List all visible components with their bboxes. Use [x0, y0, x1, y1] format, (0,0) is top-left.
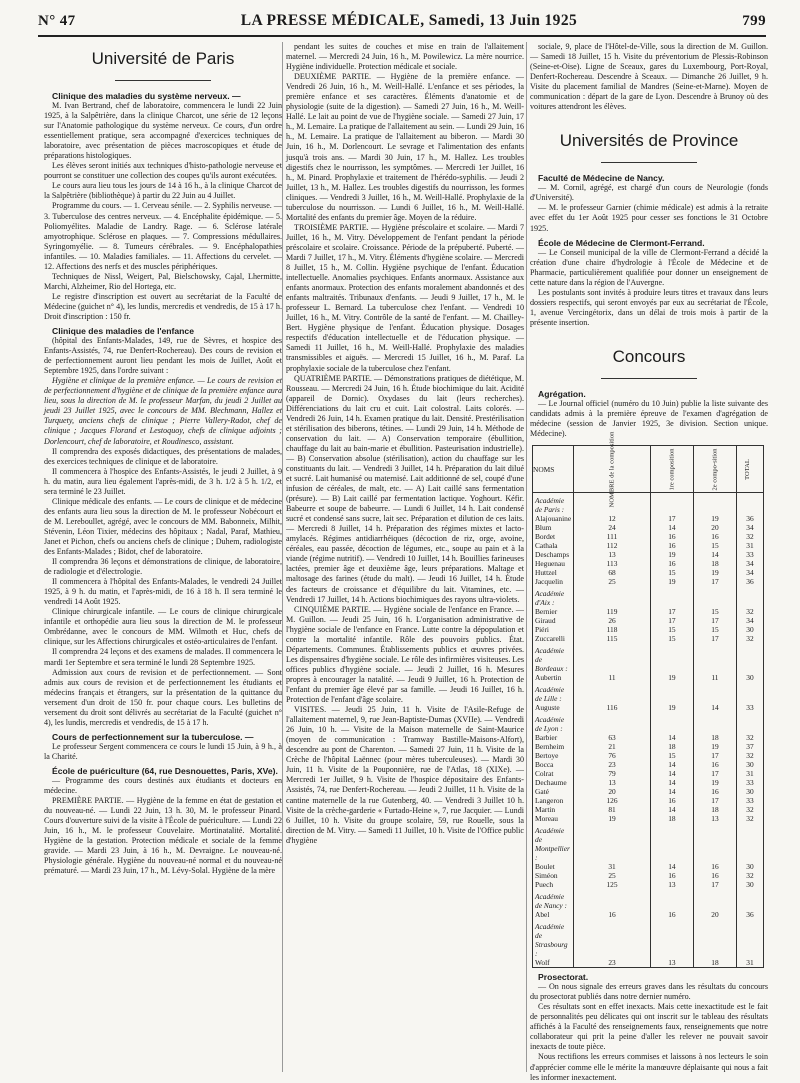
table-row	[533, 523, 764, 532]
score-cell: 14	[650, 769, 693, 778]
paragraph: Le registre d'inscription est ouvert au secrétariat de la Faculté de Médecine (guichet n° 4), les lundis, mercredis et vendredis, de 15 à 17 h. Droit d'inscription : 150 fr.	[44, 291, 282, 321]
paragraph: Programme du cours. — 1. Cerveau sénile. — 2. Syphilis nerveuse. — 3. Tuberculose des centres nerveux. — 4. Encéphalite épidémique. — 5. Poliomyélites. Maladie de Landry. Rage. — 6. Sclérose latérale amyotrophique. Sclérose en plaques. — 7. Compressions médullaires. Syringomyélie. — 8. Tumeurs cérébrales. — 9. Encéphalopathies infantiles. — 10. Maladies familiales. — 11. Affections du cervelet. — 12. Affections des nerfs et des muscles périphériques.	[44, 201, 282, 271]
candidate-name: Zuccarelli	[533, 634, 574, 643]
score-cell: 32	[737, 733, 764, 742]
score-cell: 25	[574, 577, 651, 586]
score-cell: 81	[574, 805, 651, 814]
candidate-name: Langeron	[533, 796, 574, 805]
score-cell: 19	[650, 703, 693, 712]
score-cell: 31	[574, 862, 651, 871]
score-cell: 17	[693, 634, 736, 643]
table-academy-row: Académie de Paris :	[533, 493, 764, 515]
score-cell: 16	[650, 796, 693, 805]
score-cell: 32	[737, 814, 764, 823]
paragraph: Ces résultats sont en effet inexacts. Mais cette inexactitude est le fait de personnalités peu délicates qui ont inscrit sur le tableau des résultats affichés à la Faculté des renseignements faux, renseignements que notre collaborateur qui prit la peine d'aller les relever ne pouvait savoir inexacts de toute pièce.	[530, 1002, 768, 1052]
score-cell: 15	[693, 541, 736, 550]
table-row	[533, 616, 764, 625]
table-row	[533, 796, 764, 805]
score-cell: 30	[737, 673, 764, 682]
results-table	[532, 431, 764, 968]
candidate-name: Gaté	[533, 787, 574, 796]
table-academy-row: Académie de Nancy :	[533, 889, 764, 910]
score-cell: 19	[693, 514, 736, 523]
score-cell: 14	[650, 805, 693, 814]
paragraph: — Programme des cours destinés aux étudiants et docteurs en médecine.	[44, 775, 282, 795]
score-cell: 19	[693, 742, 736, 751]
column-header: NOMS	[533, 446, 574, 493]
subheading-tuberculose: Cours de perfectionnement sur la tuberculose. —	[52, 731, 254, 742]
score-cell: 34	[737, 568, 764, 577]
score-cell: 79	[574, 769, 651, 778]
score-cell: 32	[737, 532, 764, 541]
candidate-name: Huttzel	[533, 568, 574, 577]
score-cell: 17	[650, 607, 693, 616]
candidate-name: Moreau	[533, 814, 574, 823]
score-cell: 14	[693, 703, 736, 712]
table-academy-row: Académie de Montpellier :	[533, 823, 764, 862]
paragraph: CINQUIÈME PARTIE. — Hygiène sociale de l'enfance en France. — M. Guillon. — Jeudi 25 Juin, 16 h. L'organisation administrative de l'hygiène sociale de l'enfance en France. Lutte contre la dépopulation et contre la mortalité infantile. Rôle des pouvoirs publics. État. Départements. Communes. Établissements publics et œuvres privées. Les dispensaires d'hygiène sociale. Le rôle des infirmières visiteuses. Les offices publics d'hygiène sociale. — Jeudi 2 Juillet, 16 h. Mesures propres à encourager la natalité. — Jeudi 9 Juillet, 16 h. Protection de l'enfant du premier âge élevé par sa famille. — Jeudi 16 Juillet, 16 h. Protection de l'enfant d'âge scolaire.	[286, 604, 524, 705]
section-heading-universite-paris: Université de Paris	[91, 49, 235, 68]
table-row	[533, 559, 764, 568]
score-cell: 16	[693, 532, 736, 541]
score-cell: 30	[737, 862, 764, 871]
heading-rule	[115, 80, 210, 81]
table-row	[533, 862, 764, 871]
score-cell: 15	[650, 751, 693, 760]
score-cell: 19	[693, 778, 736, 787]
candidate-name: Deschamps	[533, 550, 574, 559]
score-cell: 17	[693, 796, 736, 805]
paragraph: PREMIÈRE PARTIE. — Hygiène de la femme en état de gestation et du nouveau-né. — Lundi 22 Juin, 13 h. 30, M. le professeur Pinard. Cours d'ouverture suivi de la visite à l'École de puériculture. — Lundi 22 Juin, 16 h., M. le professeur Couvelaire. Mortinatalité. Mortalité. Hygiène de la gestation. Protection médicale et sociale de la femme gravide. — Mardi 23 Juin, à 16 h., M. Devraigne. Le nouveau-né. Physiologie générale. Hygiène du nouveau-né normal et du nouveau-né prématuré. — Mardi 23 Juin, 17 h., M. Lévy-Solal. Hygiène de la mère	[44, 796, 282, 876]
score-cell: 19	[574, 814, 651, 823]
score-cell: 19	[650, 577, 693, 586]
score-cell: 14	[650, 862, 693, 871]
score-cell: 34	[737, 559, 764, 568]
column-header: 1re composition	[650, 446, 693, 493]
paragraph: TROISIÈME PARTIE. — Hygiène préscolaire et scolaire. — Mardi 7 Juillet, 16 h., M. Vitry. Développement de l'enfant pendant la période préscolaire et scolaire. Croissance. Période de la prépuberté. Puberté. — Mardi 7 Juillet, 17 h., M. Vitry. Éléments d'hygiène scolaire. — Mercredi 8 Juillet, 15 h., M. Collin. Hygiène psychique de l'enfant. Éducation intellectuelle. Anomalies psychiques. Enfants anormaux. Assistance aux enfants anormaux. Protection des enfants moralement abandonnés et des enfants maltraités. Tribunaux d'enfants. — Jeudi 9 Juillet, 17 h., M. le professeur L. Bernard. La tuberculose chez l'enfant. — Vendredi 10 Juillet, 16 h., M. Vitry. Contrôle de la santé de l'enfant. — M. Chailley-Bert. Hygiène physique de l'enfant. Éducation physique. Dosages respectifs d'éducation intellectuelle et de l'éducation physique. — Samedi 11 Juillet, 16 h., M. Weill-Hallé. Prophylaxie des maladies transmissibles et aiguës. — Mercredi 15 Juillet, 16 h., M. Paraf. La prophylaxie sociale de la tuberculose chez l'enfant.	[286, 222, 524, 373]
score-cell: 19	[650, 673, 693, 682]
table-row	[533, 958, 764, 968]
paragraph: VISITES. — Jeudi 25 Juin, 11 h. Visite de l'Asile-Refuge de l'allaitement maternel, 9, rue Jean-Baptiste-Dumas (XVIIe). — Vendredi 26 Juin, 10 h. — Visite de la Maison maternelle de Saint-Maurice (moyen de communication : Tramway Bastille-Maisons-Alfort), descendre au pont de Charenton. — Samedi 27 Juin, 11 h. Visite de la Crèche de l'hôpital Laënnec (pour mères tuberculeuses). — Mardi 30 Juin, 11 h. Visite de la Pouponnière, rue de l'Atlas, 18 (XIXe). — Mercredi 1er Juillet, 9 h. Visite de l'hospice dépositaire des Enfants-Assistés, 74, rue Denfert-Rochereau. — Jeudi 2 Juillet, 11 h. Visite de la cantine maternelle de la rue Gutenberg, 40. — Vendredi 3 Juillet 10 h. Visite de la crèche-garderie « Furtado-Heine », 7, rue Jacquier. — Lundi 6 Juillet, 10 h. Visite du groupe scolaire, 59, rue Rouelle, sous la direction de M. Vitry. — Samedi 11 Juillet, 10 h. Visite de l'Office public d'hygiène	[286, 705, 524, 845]
table-academy-row: Académie de Lille :	[533, 682, 764, 703]
score-cell: 24	[574, 523, 651, 532]
score-cell: 36	[737, 577, 764, 586]
score-cell: 13	[574, 778, 651, 787]
table-row	[533, 742, 764, 751]
candidate-name: Abel	[533, 910, 574, 919]
candidate-name: Cathala	[533, 541, 574, 550]
column-left	[44, 42, 282, 1074]
table-row	[533, 760, 764, 769]
heading-rule	[601, 378, 696, 379]
paragraph: — Le Journal officiel (numéro du 10 Juin) publie la liste suivante des candidats admis à la première épreuve de l'examen d'agrégation de médecine (session de Janvier 1925, 3e division. Section unique. Médecine).	[530, 398, 768, 439]
score-cell: 17	[650, 616, 693, 625]
paragraph: QUATRIÈME PARTIE. — Démonstrations pratiques de diététique, M. Rousseau. — Mercredi 24 Juin, 16 h. Étude biochimique du lait. Acidité (appareil de Dornic). Oxydases du lait (leurs recherches). Différenciations du lait cru et cuit. Lait colostral. Laits colorés. — Vendredi 26 Juin, 14 h. Examen pratique du lait. Densité. Prestérilisation et stérilisation des biberons, tétines. — Lundi 29 Juin, 14 h. Méthode de conservation du lait. — A) Conservation temporaire (ébullition, chauffage du lait au bain-marie et ébullition. Pasteurisation industrielle). — B) Conservation absolue (stérilisation), action du chauffage sur les constituants du lait. — Vendredi 3 Juillet, 14 h. Préparation du lait dilué et sucré. Lait humanisé ou maternisé. Lait additionné de sel, coupé d'une infusion de céréales, de malt, etc. — A) Lait caillé sans fermentation (présure). — B) Lait caillé par fermentation lactique. Yoghourt. Kéfir. Babeurre et soupe de babeurre. — Lundi 6 Juillet, 14 h. Lait condensé sucré et condensé sans sucre, lait sec. Préparation et dilution de ces laits. — Mercredi 8 Juillet, 14 h. Préparation des régimes mixtes et lacto-amylacés. Régimes antidiarrhéiques (décoction de riz, orge, avoine, céréales, eau passée, décoction de légumes, etc., soupe au pain et à la viande (régime nutritif). — Vendredi 10 Juillet, 14 h. Bouillies farineuses lactées, premier âge et deuxième âge, leurs préparations. Maltage et maltosage des farines (étude du malt). — Jeudi 16 Juillet, 14 h. Étude des facteurs de croissance et d'équilibre du lait. Vitamines, etc. — Vendredi 17 Juillet, 14 h. Actions biochimiques des rayons ultra-violets.	[286, 373, 524, 604]
table-row	[533, 568, 764, 577]
score-cell: 17	[693, 880, 736, 889]
score-cell: 126	[574, 796, 651, 805]
table-row	[533, 880, 764, 889]
score-cell: 16	[650, 910, 693, 919]
score-cell: 25	[574, 871, 651, 880]
table-row	[533, 607, 764, 616]
paragraph: Techniques de Nissl, Weigert, Pal, Bielschowsky, Cajal, Lhermitte, Marchi, Alzheimer, Rio del Hortega, etc.	[44, 271, 282, 291]
score-cell: 20	[693, 523, 736, 532]
score-cell: 31	[737, 958, 764, 968]
candidate-name: Colrat	[533, 769, 574, 778]
score-cell: 30	[737, 760, 764, 769]
paragraph: Admission aux cours de revision et de perfectionnement. — Sont admis aux cours de revision et de perfectionnement les étudiants et médecins français et étrangers, sur la présentation de la quittance du versement d'un droit de 150 fr. pour chaque cours. Les bulletins de versement du droit sont délivrés au secrétariat de la Faculté (guichet n° 4), les lundis, mercredis et vendredis, de 15 à 17 h.	[44, 667, 282, 727]
section-heading-province: Universités de Province	[559, 131, 739, 151]
score-cell: 16	[574, 910, 651, 919]
score-cell: 14	[650, 733, 693, 742]
candidate-name: Siméon	[533, 871, 574, 880]
column-header: 2e compo-sition	[693, 446, 736, 493]
table-academy-row: Académie de Lyon :	[533, 712, 764, 733]
column-middle	[286, 42, 524, 1074]
score-cell: 115	[574, 634, 651, 643]
subheading-nancy: Faculté de Médecine de Nancy.	[538, 173, 665, 184]
paragraph: Clinique chirurgicale infantile. — Le cours de clinique chirurgicale infantile et orthopédie aura lieu sous la direction de M. le professeur Ombrédanne, avec le concours de MM. Wilmoth et Huc, chefs de clinique, sur les Affections chirurgicales et ostéo-articulaires de l'enfant.	[44, 607, 282, 647]
score-cell: 13	[650, 880, 693, 889]
paragraph: — On nous signale des erreurs graves dans les résultats du concours du prosectorat publiés dans notre dernier numéro.	[530, 982, 768, 1002]
score-cell: 30	[737, 625, 764, 634]
subheading-prosectorat: Prosectorat.	[538, 972, 589, 983]
candidate-name: Martin	[533, 805, 574, 814]
paragraph: Il commencera à l'hospice des Enfants-Assistés, le jeudi 2 Juillet, à 9 h. du matin, aura lieu également l'après-midi, de 3 h. 1/2 à 5 h. 1/2, et sera terminé le 23 Juillet.	[44, 466, 282, 496]
table-row	[533, 814, 764, 823]
score-cell: 32	[737, 805, 764, 814]
score-cell: 31	[737, 541, 764, 550]
paragraph: DEUXIÈME PARTIE. — Hygiène de la première enfance. — Vendredi 26 Juin, 16 h., M. Weill-Hallé. L'enfance et ses périodes, la première enfance et ses caractères. Éléments d'anatomie et de physiologie (suite de la digestion). — Samedi 27 Juin, 16 h., M. Weill-Hallé. Le lait au point de vue de l'hygiène sociale. — Samedi 27 Juin, 17 h., M. Lemaire. La pratique de l'allaitement au sein. — Lundi 29 Juin, 16 h., M. Lemaire. La pratique de l'allaitement au biberon. — Mardi 30 Juin, 16 h., M. Dorlencourt. Le sevrage et l'alimentation des enfants jusqu'à trois ans. — Mardi 30 Juin, 17 h., M. Hallez. Les troubles digestifs chez le nourrisson, les symptômes. — Mercredi 1er Juillet, 16 h., M. Pinard. Prophylaxie et traitement de l'hérédo-syphilis. — Jeudi 2 Juillet, 13 h., M. Hallez. Les troubles digestifs du nourrisson, les formes cliniques. — Vendredi 3 Juillet, 16 h., M. Weill-Hallé. Prophylaxie de la tuberculose du nourrisson. — Lundi 6 Juillet, 16 h., M. Weill-Hallé. Mortalité des enfants du premier âge. Moyen de la réduire.	[286, 72, 524, 222]
column-divider	[526, 42, 527, 1072]
score-cell: 16	[693, 787, 736, 796]
table-row	[533, 910, 764, 919]
paragraph: Nous rectifions les erreurs commises et laissons à nos lecteurs le soin d'apprécier comme elle le mérite la manœuvre déplaisante qui nous a fait les informer inexactement.	[530, 1052, 768, 1082]
score-cell: 23	[574, 958, 651, 968]
candidate-name: Dechaume	[533, 778, 574, 787]
score-cell: 18	[693, 958, 736, 968]
candidate-name: Bertoye	[533, 751, 574, 760]
candidate-name: Piéri	[533, 625, 574, 634]
score-cell: 116	[574, 703, 651, 712]
candidate-name: Bernier	[533, 607, 574, 616]
score-cell: 32	[737, 607, 764, 616]
score-cell: 13	[693, 814, 736, 823]
score-cell: 14	[650, 787, 693, 796]
candidate-name: Wolf	[533, 958, 574, 968]
table-body	[533, 493, 764, 968]
score-cell: 37	[737, 742, 764, 751]
score-cell: 112	[574, 541, 651, 550]
paragraph: Clinique médicale des enfants. — Le cours de clinique et de médecine des enfants aura lieu sous la direction de M. le professeur Nobécourt et de M. Lereboullet, agrégé, avec le concours de MM. Babonneix, Milhit, Stévenin, Léon Tixier, médecins des hôpitaux ; Nadal, Paraf, Mathieu, Janet et Pichon, chefs ou anciens chefs de clinique ; Duhem, radiologiste des Enfants-Malades ; Bidot, chef de laboratoire.	[44, 496, 282, 557]
score-cell: 31	[737, 769, 764, 778]
paragraph: sociale, 9, place de l'Hôtel-de-Ville, sous la direction de M. Guillon. — Samedi 18 Juillet, 15 h. Visite du préventorium de Plessis-Robinson (Seine-et-Oise). Ligne de Sceaux, gares du Luxembourg, Port-Royal, Denfert-Rochereau. Descendre à Sceaux. — Dimanche 26 Juillet, 9 h. Visite du placement familial de Mandres (Seine-et-Marne). Moyen de communication : départ de la gare de Lyon. Descendre à Brunoy où des voitures attendront les élèves.	[530, 42, 768, 112]
score-cell: 15	[693, 625, 736, 634]
score-cell: 14	[650, 778, 693, 787]
candidate-name: Heguenau	[533, 559, 574, 568]
score-cell: 18	[693, 805, 736, 814]
score-cell: 18	[693, 559, 736, 568]
score-cell: 36	[737, 910, 764, 919]
column-divider	[282, 42, 283, 1072]
score-cell: 19	[650, 550, 693, 559]
table-row	[533, 532, 764, 541]
column-right	[530, 42, 768, 1082]
score-cell: 36	[737, 514, 764, 523]
paragraph: — M. Cornil, agrégé, est chargé d'un cours de Neurologie (fonds d'Université).	[530, 183, 768, 203]
score-cell: 23	[574, 760, 651, 769]
score-cell: 17	[693, 616, 736, 625]
table-row	[533, 769, 764, 778]
paragraph: Les élèves seront initiés aux techniques d'histo-pathologie nerveuse et pourront se constituer une collection des coupes qu'ils auront exécutées.	[44, 161, 282, 181]
masthead	[38, 10, 766, 32]
table-academy-row: Académie de Bordeaux :	[533, 643, 764, 673]
table-row	[533, 673, 764, 682]
paragraph: Il comprendra des exposés didactiques, des présentations de malades, des exercices techniques de clinique et de laboratoire.	[44, 446, 282, 466]
table-academy-row: Académie de Strasbourg :	[533, 919, 764, 958]
table-row	[533, 805, 764, 814]
score-cell: 111	[574, 532, 651, 541]
publication-title: LA PRESSE MÉDICALE, Samedi, 13 Juin 1925	[240, 12, 578, 29]
score-cell: 15	[693, 607, 736, 616]
subheading-agregation: Agrégation.	[538, 388, 586, 399]
candidate-name: Puech	[533, 880, 574, 889]
candidate-name: Auguste	[533, 703, 574, 712]
score-cell: 11	[693, 673, 736, 682]
table-row	[533, 733, 764, 742]
score-cell: 20	[693, 910, 736, 919]
column-header: TOTAL	[737, 446, 764, 493]
score-cell: 15	[650, 568, 693, 577]
score-cell: 15	[650, 625, 693, 634]
table-row	[533, 871, 764, 880]
score-cell: 16	[693, 871, 736, 880]
candidate-name: Bernheim	[533, 742, 574, 751]
score-cell: 33	[737, 796, 764, 805]
table-academy-row: Académie d'Aix :	[533, 586, 764, 607]
score-cell: 17	[693, 769, 736, 778]
score-cell: 68	[574, 568, 651, 577]
score-cell: 18	[650, 742, 693, 751]
score-cell: 113	[574, 559, 651, 568]
score-cell: 16	[650, 541, 693, 550]
score-cell: 32	[737, 751, 764, 760]
score-cell: 12	[574, 514, 651, 523]
score-cell: 33	[737, 550, 764, 559]
subheading-systeme-nerveux: Clinique des maladies du système nerveux. —	[52, 91, 241, 101]
table-row	[533, 634, 764, 643]
paragraph: Les postulants sont invités à produire leurs titres et travaux dans leurs dossiers respectifs, qui seront envoyés par eux au secrétariat de l'École, 1, avenue Vercingétorix, dans un délai de trois mois à partir de la présente insertion.	[530, 287, 768, 327]
score-cell: 119	[574, 607, 651, 616]
score-cell: 34	[737, 523, 764, 532]
paragraph: — M. le professeur Garnier (chimie médicale) est admis à la retraite avec effet du 1er Août 1925 pour cesser ses fonctions le 31 Octobre 1925.	[530, 203, 768, 233]
table-row	[533, 550, 764, 559]
candidate-name: Bocca	[533, 760, 574, 769]
score-cell: 16	[650, 532, 693, 541]
heading-rule	[601, 162, 696, 163]
candidate-name: Blum	[533, 523, 574, 532]
subheading-clermont: École de Médecine de Clermont-Ferrand.	[538, 237, 705, 248]
score-cell: 17	[650, 514, 693, 523]
score-cell: 17	[693, 577, 736, 586]
table-row	[533, 541, 764, 550]
table-row	[533, 577, 764, 586]
header-rule	[38, 35, 766, 37]
score-cell: 16	[693, 760, 736, 769]
score-cell: 32	[737, 871, 764, 880]
score-cell: 26	[574, 616, 651, 625]
paragraph: Le professeur Sergent commencera ce cours le lundi 15 Juin, à 9 h., à la Charité.	[44, 741, 282, 761]
score-cell: 18	[650, 814, 693, 823]
table-row	[533, 703, 764, 712]
score-cell: 11	[574, 673, 651, 682]
paragraph: Il comprendra 24 leçons et des examens de malades. Il commencera le mardi 1er Septembre et sera terminé le lundi 28 Septembre 1925.	[44, 647, 282, 667]
candidate-name: Barbier	[533, 733, 574, 742]
score-cell: 63	[574, 733, 651, 742]
table-row	[533, 514, 764, 523]
score-cell: 34	[737, 616, 764, 625]
paragraph: Hygiène et clinique de la première enfance. — Le cours de revision et de perfectionnement d'hygiène et de clinique de la première enfance aura lieu, sous la direction de M. le professeur Marfan, du jeudi 2 Juillet au jeudi 23 Juillet 1925, avec le concours de MM. Blechmann, Hallez et Turquety, anciens chefs de clinique ; Pierre Vallery-Radot, chef de clinique ; Jacques Florand et Lestoquoy, chefs de clinique adjoints ; Dorlencourt, chef de laboratoire, et Roudinesco, assistant.	[44, 376, 282, 446]
paragraph: — Le Conseil municipal de la ville de Clermont-Ferrand a décidé la création d'une chaire d'hydrologie à l'École de Médecine et de Pharmacie, particulièrement qualifiée pour donner un enseignement de cette nature dans la région de l'Auvergne.	[530, 247, 768, 287]
score-cell: 14	[693, 550, 736, 559]
paragraph: (hôpital des Enfants-Malades, 149, rue de Sèvres, et hospice des Enfants-Assistés, 74, rue Denfert-Rochereau). Des cours de revision et de perfectionnement auront lieu pendant les mois de Juillet, Août et Septembre 1925, dans l'ordre suivant :	[44, 336, 282, 376]
paragraph: Il comprendra 36 leçons et démonstrations de clinique, de laboratoire, de radiologie et d'électrologie.	[44, 557, 282, 577]
issue-number: N° 47	[38, 12, 76, 29]
section-heading-concours: Concours	[612, 346, 686, 366]
candidate-name: Jacquelin	[533, 577, 574, 586]
paragraph: Le cours aura lieu tous les jours de 14 à 16 h., à la clinique Charcot de la Salpêtrière (bibliothèque) à partir du 22 Juin au 4 Juillet.	[44, 181, 282, 201]
table-row	[533, 751, 764, 760]
score-cell: 13	[574, 550, 651, 559]
score-cell: 16	[693, 862, 736, 871]
score-cell: 16	[650, 559, 693, 568]
table-header-row	[533, 446, 764, 493]
score-cell: 33	[737, 703, 764, 712]
score-cell: 32	[737, 634, 764, 643]
paragraph: Il commencera à l'hôpital des Enfants-Malades, le vendredi 24 Juillet 1925, à 9 h. du matin, et l'après-midi, de 16 à 18 h. Il sera terminé le vendredi 14 Août 1925.	[44, 577, 282, 607]
subheading-puericulture: École de puériculture (64, rue Desnouettes, Paris, XVe).	[52, 765, 278, 776]
candidate-name: Alajouanine	[533, 514, 574, 523]
score-cell: 13	[650, 958, 693, 968]
column-header: NOMBRE de la composition	[574, 446, 651, 493]
score-cell: 15	[650, 634, 693, 643]
subheading-maladies-enfance: Clinique des maladies de l'enfance	[52, 326, 194, 337]
candidate-name: Boulet	[533, 862, 574, 871]
score-cell: 125	[574, 880, 651, 889]
score-cell: 14	[650, 760, 693, 769]
score-cell: 20	[574, 787, 651, 796]
score-cell: 76	[574, 751, 651, 760]
score-cell: 14	[650, 523, 693, 532]
candidate-name: Bordet	[533, 532, 574, 541]
score-cell: 19	[693, 568, 736, 577]
table-row	[533, 625, 764, 634]
score-cell: 33	[737, 778, 764, 787]
score-cell: 30	[737, 787, 764, 796]
table-row	[533, 787, 764, 796]
score-cell: 16	[650, 871, 693, 880]
paragraph: pendant les suites de couches et mise en train de l'allaitement maternel. — Mercredi 24 Juin, 16 h., M. Powilewicz. La mère nourrice. Hygiène individuelle. Protection médicale et sociale.	[286, 42, 524, 72]
paragraph: M. Ivan Bertrand, chef de laboratoire, commencera le lundi 22 Juin 1925, à la Salpêtrière, dans la clinique Charcot, une série de 12 leçons sur l'Anatomie pathologique du système nerveux. Ce cours, d'un ordre essentiellement pratique, sera accompagné d'exercices techniques de laboratoire, avec présentation de pièces macroscopiques et étude de préparations histologiques.	[44, 101, 282, 161]
score-cell: 30	[737, 880, 764, 889]
score-cell: 18	[693, 733, 736, 742]
score-cell: 17	[693, 751, 736, 760]
candidate-name: Giraud	[533, 616, 574, 625]
page-number: 799	[742, 12, 766, 29]
score-cell: 118	[574, 625, 651, 634]
table-row	[533, 778, 764, 787]
score-cell: 21	[574, 742, 651, 751]
candidate-name: Aubertin	[533, 673, 574, 682]
